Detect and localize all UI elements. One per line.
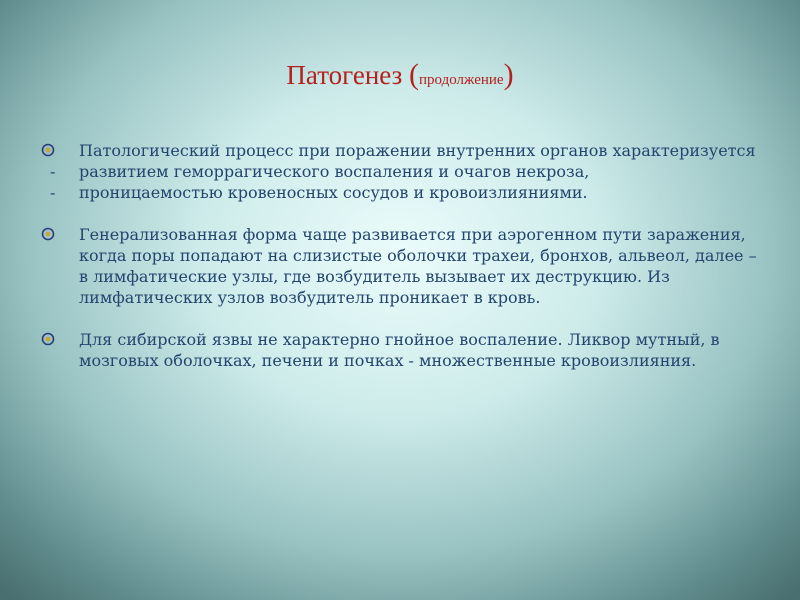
slide-body bbox=[40, 140, 760, 371]
paragraph-1-intro: Патологический процесс при поражении внутренних органов характеризуется bbox=[79, 141, 756, 160]
dash-item-2 bbox=[40, 182, 760, 203]
bullet-paragraph-2 bbox=[40, 224, 760, 308]
bullet-paragraph-3 bbox=[40, 329, 760, 371]
paragraph-spacer bbox=[40, 203, 760, 224]
slide-title bbox=[0, 58, 800, 92]
circle-dot-bullet-icon bbox=[40, 331, 56, 347]
dash-item-1-text: развитием геморрагического воспаления и очагов некроза, bbox=[79, 162, 590, 181]
title-main: Патогенез bbox=[286, 60, 410, 90]
dash-item-1 bbox=[40, 161, 760, 182]
circle-dot-bullet-icon bbox=[40, 142, 56, 158]
circle-dot-bullet-icon bbox=[40, 226, 56, 242]
title-paren-open: ( bbox=[409, 58, 420, 91]
paragraph-3-text: Для сибирской язвы не характерно гнойное воспаление. Ликвор мутный, в мозговых оболочках, печени и почках - множественные кровоизлияния. bbox=[79, 330, 720, 370]
bullet-paragraph-1 bbox=[40, 140, 760, 161]
dash-marker: - bbox=[50, 162, 56, 181]
title-paren-close: ) bbox=[503, 58, 514, 91]
dash-marker: - bbox=[50, 183, 56, 202]
paragraph-spacer bbox=[40, 308, 760, 329]
title-subtitle: продолжение bbox=[419, 72, 504, 88]
paragraph-2-text: Генерализованная форма чаще развивается при аэрогенном пути заражения, когда поры попадают на слизистые оболочки трахеи, бронхов, альвеол, далее – в лимфатические узлы, где возбудитель вызывает их деструкцию. Из лимфатических узлов возбудитель проникает в кровь. bbox=[79, 225, 757, 307]
dash-item-2-text: проницаемостью кровеносных сосудов и кровоизлияниями. bbox=[79, 183, 588, 202]
